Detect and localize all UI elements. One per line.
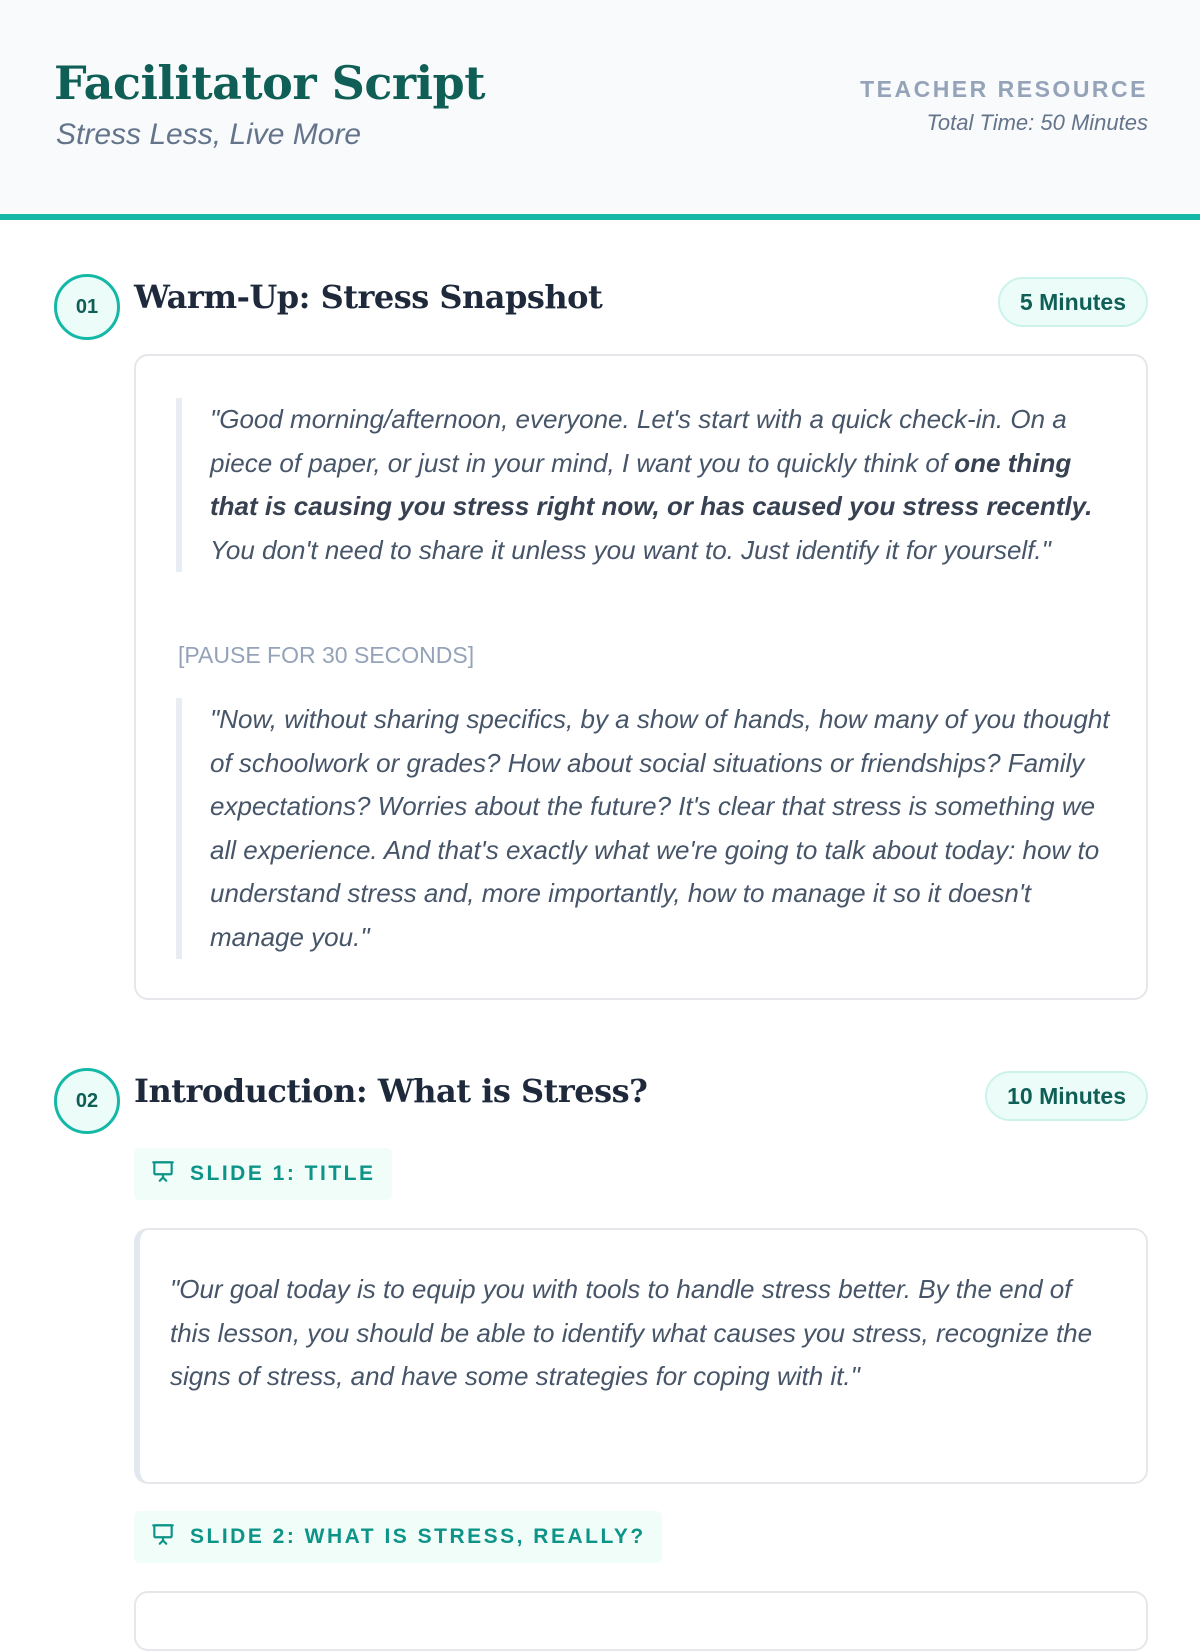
page-title: Facilitator Script — [54, 56, 485, 110]
slide-label — [134, 1511, 662, 1563]
page-header — [0, 0, 1200, 220]
slide-label — [134, 1148, 392, 1200]
script-card — [134, 354, 1148, 1000]
duration-badge: 10 Minutes — [985, 1071, 1148, 1121]
slide-label-text: SLIDE 1: TITLE — [190, 1162, 376, 1185]
slide-label-text: SLIDE 2: WHAT IS STRESS, REALLY? — [190, 1525, 646, 1548]
resource-label: TEACHER RESOURCE — [860, 76, 1148, 102]
script-quote: "Now, without sharing specifics, by a show of hands, how many of you thought of schoolwork or grades? How about social situations or friendships? Family expectations? Worries about the future? It's clear that stress is something we all experience. And that's exactly what we're going to talk about today: how to understand stress and, more importantly, how to manage it so it doesn't manage you." — [176, 698, 1116, 959]
page-subtitle: Stress Less, Live More — [56, 118, 362, 151]
quote-text: "Good morning/afternoon, everyone. Let's start with a quick check-in. On a piece of paper, or just in your mind, I want you to quickly think of — [210, 404, 1067, 478]
script-quote: "Our goal today is to equip you with tools to handle stress better. By the end of this lesson, you should be able to identify what causes you stress, recognize the signs of stress, and have some strategies for coping with it." — [170, 1274, 1093, 1391]
section-number: 02 — [54, 1068, 120, 1134]
script-card — [134, 1591, 1148, 1651]
quote-emphasis: one thing that is causing you stress right now, or has caused you stress recently. — [210, 447, 1093, 521]
script-card — [134, 1228, 1148, 1484]
presentation-icon — [150, 1521, 176, 1553]
section-title: Warm-Up: Stress Snapshot — [134, 278, 603, 316]
presentation-icon — [150, 1158, 176, 1190]
section-number: 01 — [54, 274, 120, 340]
script-quote — [176, 398, 1116, 572]
duration-badge: 5 Minutes — [998, 277, 1148, 327]
total-time: Total Time: 50 Minutes — [926, 110, 1148, 135]
quote-text: You don't need to share it unless you want to. Just identify it for yourself." — [210, 534, 1051, 565]
pause-instruction: [PAUSE FOR 30 SECONDS] — [178, 642, 475, 668]
section-title: Introduction: What is Stress? — [134, 1072, 648, 1110]
